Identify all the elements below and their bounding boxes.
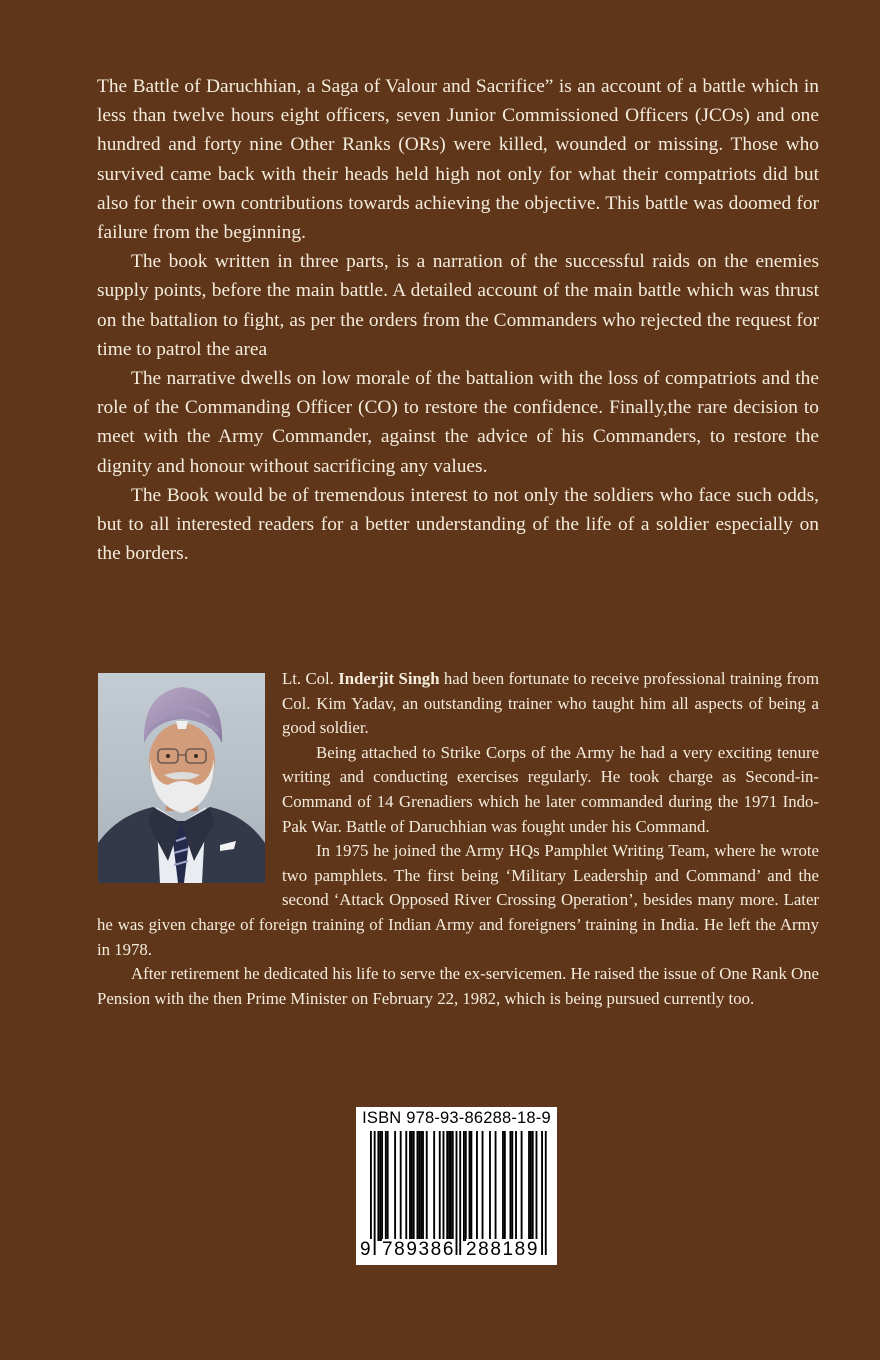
bio-paragraph: In 1975 he joined the Army HQs Pamphlet Writing Team, where he wrote two pamphlets. The first being ‘Military Leadership and Command’ and the second ‘Attack Opposed River Crossing Operation’, besides many more. Later he was given charge of foreign training of Indian Army and foreigners’ training in India. He left the Army in 1978. (97, 841, 819, 959)
barcode-bar (387, 1131, 389, 1241)
barcode-bar (400, 1131, 402, 1241)
blurb-paragraph: The narrative dwells on low morale of the battalion with the loss of compatriots and the role of the Commanding Officer (CO) to restore the confidence. Finally,the rare decision to meet with the Army Commander, against the advice of his Commanders, to restore the dignity and honour without sacrificing any values. (97, 368, 819, 477)
barcode-bar (504, 1131, 506, 1241)
author-bio (97, 667, 819, 1011)
ean-right-group: 288189 (466, 1239, 540, 1260)
back-cover-blurb (97, 72, 819, 568)
barcode-bar (420, 1131, 422, 1241)
barcode-bar (482, 1131, 484, 1241)
barcode-bar (370, 1131, 372, 1255)
barcode-bar (385, 1131, 387, 1241)
barcode-bar (446, 1131, 448, 1241)
barcode-bar (459, 1131, 461, 1255)
barcode-bar (411, 1131, 413, 1241)
barcode-bar (521, 1131, 523, 1241)
barcode-bar (469, 1131, 471, 1241)
barcode-bar (536, 1131, 538, 1241)
barcode-bar (379, 1131, 381, 1241)
ean-first-digit: 9 (360, 1239, 373, 1260)
barcode-bar (545, 1131, 547, 1255)
barcode-bar (381, 1131, 383, 1241)
barcode-bar (452, 1131, 454, 1241)
barcode-bar (405, 1131, 407, 1241)
barcode-bar (489, 1131, 491, 1241)
author-name: Inderjit Singh (338, 669, 440, 688)
barcode-bar (409, 1131, 411, 1241)
bio-first-rest: had been fortunate to receive professional training from Col. Kim Yadav, an outstanding trainer who taught him all aspects of being a good soldier. (282, 669, 819, 738)
barcode-bar (413, 1131, 415, 1241)
photo-spacer (97, 667, 282, 889)
barcode-bar (374, 1131, 376, 1255)
barcode-bar (417, 1131, 419, 1241)
barcode-bar (450, 1131, 452, 1241)
barcode-bar (443, 1131, 445, 1241)
barcode-bar (515, 1131, 517, 1241)
barcode-bar (377, 1131, 379, 1241)
isbn-label: ISBN 978-93-86288-18-9 (362, 1109, 551, 1127)
ean-left-group: 789386 (382, 1239, 456, 1260)
barcode-bar (511, 1131, 513, 1241)
barcode-bar (541, 1131, 543, 1255)
blurb-paragraph: The book written in three parts, is a narration of the successful raids on the enemies supply points, before the main battle. A detailed account of the main battle which was thrust on the battalion to fight, as per the orders from the Commanders who rejected the request for time to patrol the area (97, 251, 819, 360)
isbn-barcode (356, 1107, 557, 1265)
barcode-bar (528, 1131, 530, 1241)
barcode-bar (448, 1131, 450, 1241)
barcode-bar (433, 1131, 435, 1241)
barcode-bar (476, 1131, 478, 1241)
blurb-paragraph: The Battle of Daruchhian, a Saga of Valour and Sacrifice” is an account of a battle which in less than twelve hours eight officers, seven Junior Commissioned Officers (JCOs) and one hundred and forty nine Other Ranks (ORs) were killed, wounded or missing. Those who survived came back with their heads held high not only for what their compatriots did but also for their own contributions towards achieving the objective. This battle was doomed for failure from the beginning. (97, 76, 819, 244)
barcode-bar (463, 1131, 465, 1241)
barcode-bar (422, 1131, 424, 1241)
barcode-bar (426, 1131, 428, 1241)
ean-digits (356, 1239, 557, 1263)
barcode-bar (510, 1131, 512, 1241)
barcode-bar (456, 1131, 458, 1255)
barcode-bar (394, 1131, 396, 1241)
bio-paragraph: Being attached to Strike Corps of the Army he had a very exciting tenure writing and conducting exercises regularly. He took charge as Second-in-Command of 14 Grenadiers which he later commanded during the 1971 Indo-Pak War. Battle of Daruchhian was fought under his Command. (282, 742, 819, 836)
barcode-bar (470, 1131, 472, 1241)
barcode-bar (530, 1131, 532, 1241)
barcode-bar (532, 1131, 534, 1241)
barcode-bar (465, 1131, 467, 1241)
bio-paragraph: After retirement he dedicated his life to serve the ex-servicemen. He raised the issue of One Rank One Pension with the then Prime Minister on February 22, 1982, which is being pursued currently too. (97, 964, 819, 1008)
barcode-bar (502, 1131, 504, 1241)
bio-prefix: Lt. Col. (282, 669, 339, 688)
blurb-paragraph: The Book would be of tremendous interest to not only the soldiers who face such odds, but to all interested readers for a better understanding of the life of a soldier especially on the borders. (97, 484, 819, 565)
barcode-bar (439, 1131, 441, 1241)
barcode-bar (495, 1131, 497, 1241)
barcode-bar (418, 1131, 420, 1241)
